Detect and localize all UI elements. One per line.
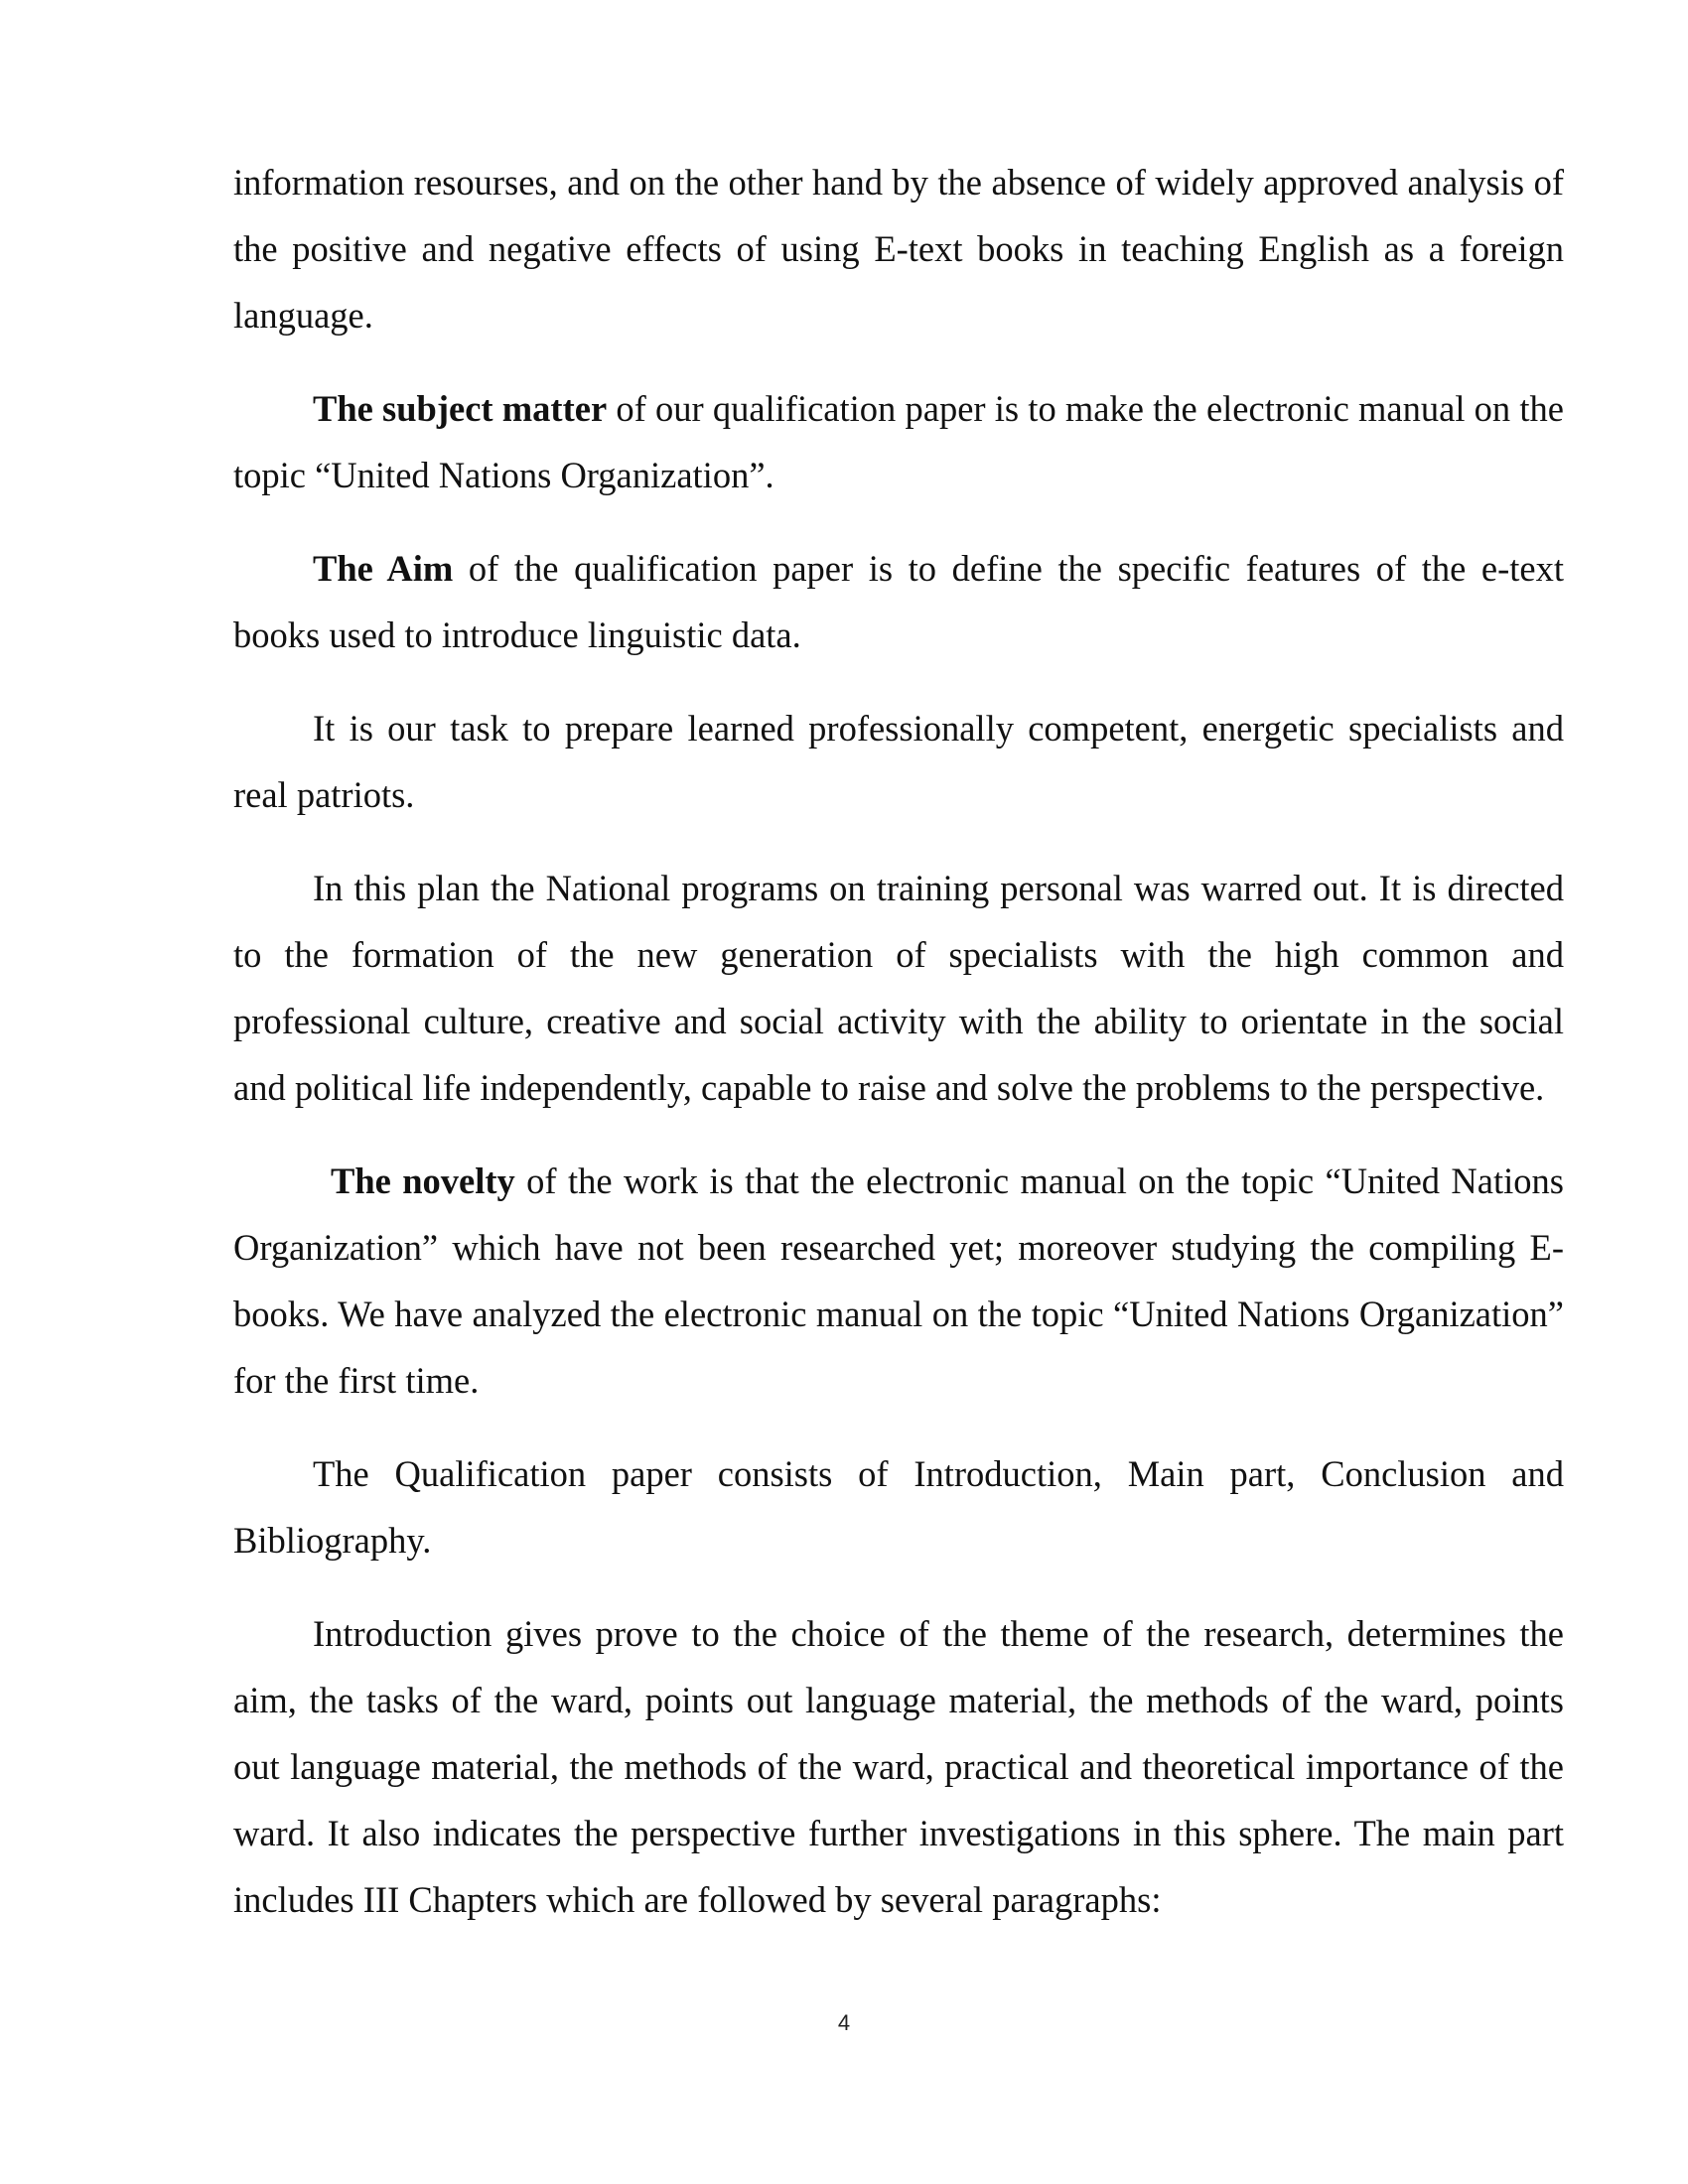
document-page: [233, 149, 1564, 1960]
aim-text: of the qualification paper is to define the specific features of the e-text books used to introduce linguistic data.: [233, 548, 1564, 655]
page-number: 4: [837, 2010, 851, 2035]
subject-matter-heading: The subject matter: [313, 388, 608, 429]
paragraph-task: It is our task to prepare learned professionally competent, energetic specialists and real patriots.: [233, 708, 1564, 815]
novelty-text: of the work is that the electronic manual on the topic “United Nations Organization” which have not been researched yet; moreover studying the compiling E-books. We have analyzed the electronic manual on the topic “United Nations Organization” for the first time.: [233, 1160, 1564, 1401]
paragraph-subject-matter: [233, 375, 1564, 508]
subject-matter-text: of our qualification paper is to make the electronic manual on the topic “United Nations Organization”.: [233, 388, 1564, 495]
paragraph-structure: The Qualification paper consists of Introduction, Main part, Conclusion and Bibliography.: [233, 1453, 1564, 1561]
paragraph-introduction: Introduction gives prove to the choice of the theme of the research, determines the aim, the tasks of the ward, points out language material, the methods of the ward, points out language material, the methods of the ward, practical and theoretical importance of the ward. It also indicates the perspective further investigations in this sphere. The main part includes III Chapters which are followed by several paragraphs:: [233, 1613, 1564, 1920]
aim-heading: The Aim: [313, 548, 454, 589]
novelty-heading: The novelty: [331, 1160, 515, 1201]
paragraph-information-resources: information resourses, and on the other hand by the absence of widely approved analysis of the positive and negative effects of using E-text books in teaching English as a foreign language.: [233, 162, 1564, 336]
paragraph-aim: [233, 535, 1564, 668]
paragraph-novelty: [233, 1148, 1564, 1414]
paragraph-national-programs: In this plan the National programs on training personal was warred out. It is directed to the formation of the new generation of specialists with the high common and professional culture, creative and social activity with the ability to orientate in the social and political life independently, capable to raise and solve the problems to the perspective.: [233, 868, 1564, 1108]
